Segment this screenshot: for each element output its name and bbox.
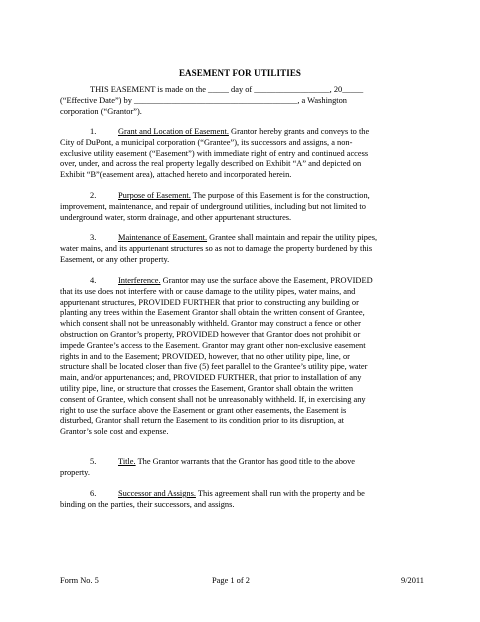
section-first-line — [60, 127, 424, 138]
section-line: disturbed, Grantor shall return the Easement to its condition prior to its disruption, at — [60, 416, 345, 426]
section-line: structure shall be located closer than five (5) feet parallel to the Grantee’s utility pipe, water — [60, 362, 368, 372]
section-line: over, under, and across the real property legally described on Exhibit “A” and depicted on — [60, 159, 362, 169]
section-line: binding on the parties, their successors, and assigns. — [60, 499, 235, 509]
section-line: planting any trees within the Easement Grantor shall obtain the written consent of Grantee, — [60, 308, 365, 318]
section-line: exclusive utility easement (“Easement”) with immediate right of entry and continued access — [60, 148, 369, 158]
footer-form-number: Form No. 5 — [60, 576, 99, 585]
section-line: appurtenant structures, PROVIDED FURTHER that prior to constructing any building or — [60, 297, 359, 307]
section-line: underground water, storm drainage, and other appurtenant structures. — [60, 212, 292, 222]
section-first-line — [60, 191, 424, 202]
section-text: Grantor hereby grants and conveys to the — [228, 127, 370, 136]
section-line: impede Grantee’s access to the Easement. Grantor may grant other non-exclusive easement — [60, 340, 366, 350]
section-number: 2. — [90, 191, 97, 200]
section-line: Grantor’s sole cost and expense. — [60, 427, 169, 437]
section-line: water mains, and its appurtenant structures so as not to damage the property burdened by this — [60, 243, 373, 253]
section-line: which consent shall not be unreasonably withheld. Grantor may construct a fence or other — [60, 319, 361, 329]
page-footer — [60, 576, 424, 588]
intro-line: THIS EASEMENT is made on the _____ day of __________________, 20_____ — [90, 85, 364, 94]
section-line: that its use does not interfere with or cause damage to the utility pipes, water mains, and — [60, 286, 356, 296]
section-text: This agreement shall run with the property and be — [195, 489, 365, 498]
section-text: Grantor may use the surface above the Easement, PROVIDED — [160, 276, 373, 285]
section-first-line — [60, 457, 424, 468]
section-line: Exhibit “B”(easement area), attached hereto and incorporated herein. — [60, 170, 292, 180]
section-1 — [60, 127, 424, 181]
section-2 — [60, 191, 424, 223]
footer-page-number: Page 1 of 2 — [212, 576, 250, 585]
section-number: 3. — [90, 233, 97, 242]
section-line: utility pipe, line, or structure that crosses the Easement, Grantor shall obtain the written — [60, 383, 354, 393]
section-line: rights in and to the Easement; PROVIDED, however, that no other utility pipe, line, or — [60, 351, 350, 361]
section-heading: Interference. — [118, 276, 161, 285]
section-heading: Purpose of Easement. — [118, 191, 191, 200]
section-heading: Successor and Assigns. — [118, 489, 196, 498]
intro-paragraph — [60, 85, 424, 117]
section-5 — [60, 457, 424, 479]
section-heading: Title. — [118, 457, 136, 466]
section-first-line — [60, 489, 424, 500]
intro-line: (“Effective Date”) by _______________________________________, a Washington — [60, 95, 347, 105]
section-line: obstruction on Grantor’s property, PROVIDED however that Grantor does not prohibit or — [60, 329, 361, 339]
section-line: consent of Grantee, which consent shall not be unreasonably withheld. If, in exercising any — [60, 394, 366, 404]
section-number: 5. — [90, 457, 97, 466]
section-number: 4. — [90, 276, 97, 285]
section-text: The purpose of this Easement is for the construction, — [190, 191, 370, 200]
section-number: 1. — [90, 127, 97, 136]
section-line: City of DuPont, a municipal corporation (“Grantee”), its successors and assigns, a non- — [60, 137, 353, 147]
section-4 — [60, 276, 424, 438]
section-first-line — [60, 276, 424, 287]
section-number: 6. — [90, 489, 97, 498]
section-line: improvement, maintenance, and repair of underground utilities, including but not limited to — [60, 201, 366, 211]
intro-line: corporation (“Grantor”). — [60, 106, 142, 116]
section-line: property. — [60, 467, 90, 477]
section-line: right to use the surface above the Easement or grant other easements, the Easement is — [60, 405, 347, 415]
section-first-line — [60, 233, 424, 244]
footer-date: 9/2011 — [401, 576, 424, 585]
section-line: main, and/or appurtenances; and, PROVIDED FURTHER, that prior to installation of any — [60, 373, 362, 383]
section-text: Grantee shall maintain and repair the utility pipes, — [207, 233, 378, 242]
section-heading: Grant and Location of Easement. — [118, 127, 229, 136]
section-line: Easement, or any other property. — [60, 254, 170, 264]
document-title: EASEMENT FOR UTILITIES — [178, 68, 302, 78]
section-6 — [60, 489, 424, 511]
section-heading: Maintenance of Easement. — [118, 233, 208, 242]
section-text: The Grantor warrants that the Grantor has good title to the above — [135, 457, 356, 466]
section-3 — [60, 233, 424, 265]
